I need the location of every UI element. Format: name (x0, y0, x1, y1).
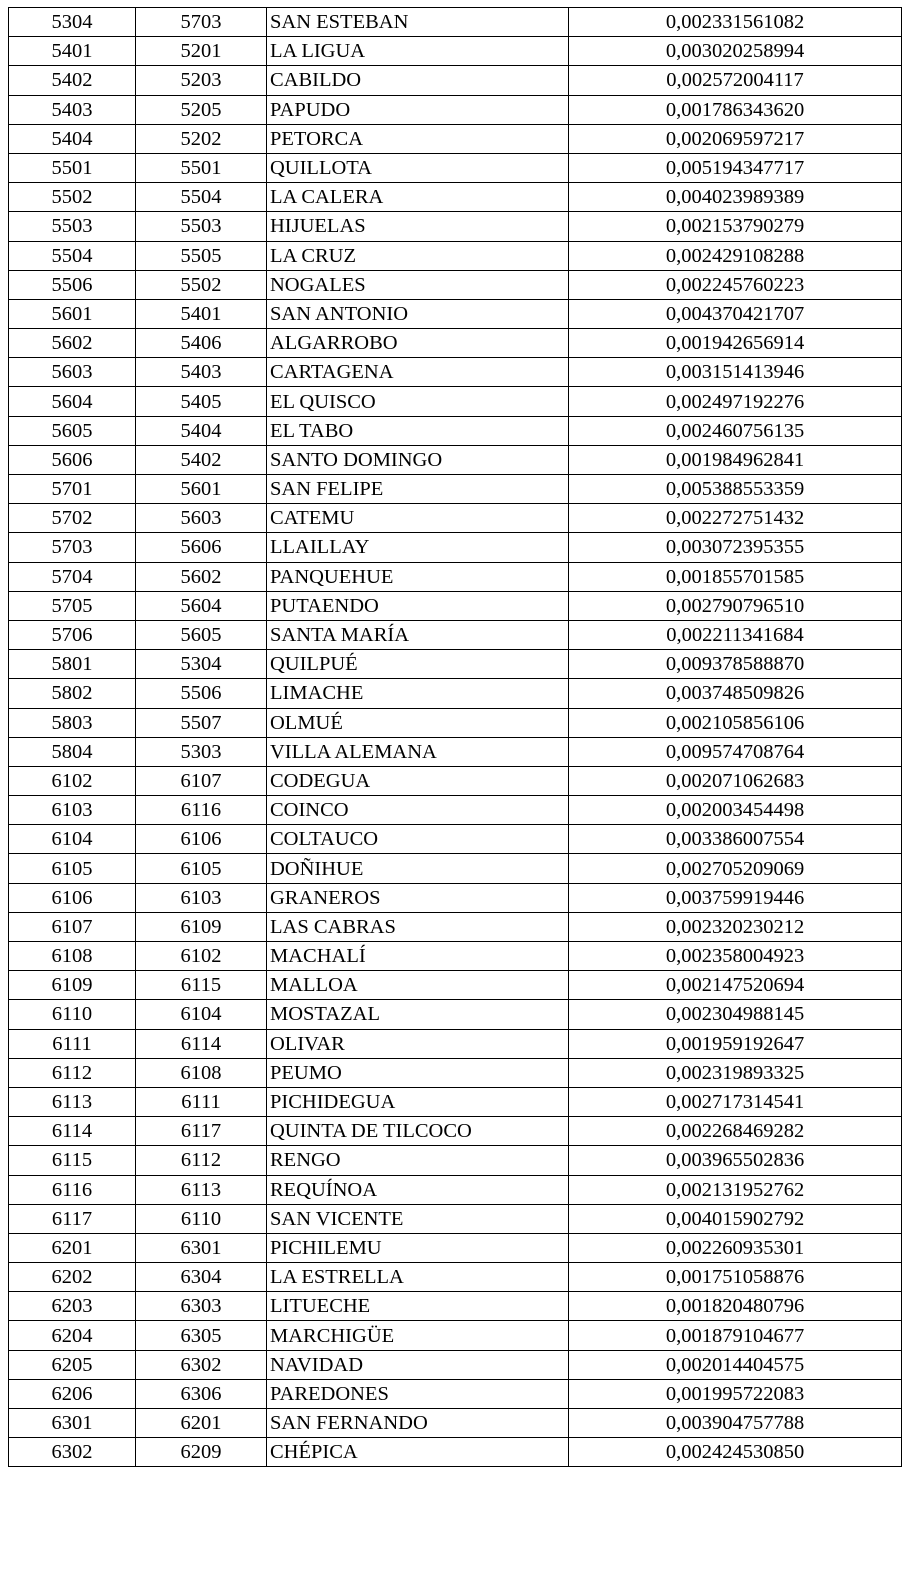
coefficient-cell: 0,002304988145 (569, 1000, 902, 1029)
table-row (9, 1058, 902, 1087)
commune-name-cell: LIMACHE (267, 679, 569, 708)
code-cell: 6113 (9, 1087, 136, 1116)
alt-code-cell: 6106 (136, 825, 267, 854)
code-cell: 6102 (9, 766, 136, 795)
table-row (9, 766, 902, 795)
table-row (9, 95, 902, 124)
alt-code-cell: 5605 (136, 620, 267, 649)
coefficient-cell: 0,009574708764 (569, 737, 902, 766)
table-row (9, 796, 902, 825)
commune-name-cell: QUILLOTA (267, 153, 569, 182)
code-cell: 5602 (9, 329, 136, 358)
coefficient-cell: 0,002069597217 (569, 124, 902, 153)
coefficient-cell: 0,002272751432 (569, 504, 902, 533)
commune-name-cell: EL TABO (267, 416, 569, 445)
commune-name-cell: PAPUDO (267, 95, 569, 124)
commune-name-cell: COINCO (267, 796, 569, 825)
alt-code-cell: 6104 (136, 1000, 267, 1029)
code-cell: 5802 (9, 679, 136, 708)
alt-code-cell: 6110 (136, 1204, 267, 1233)
alt-code-cell: 6115 (136, 971, 267, 1000)
table-row (9, 591, 902, 620)
table-body (9, 8, 902, 1467)
alt-code-cell: 6301 (136, 1233, 267, 1262)
table-row (9, 270, 902, 299)
table-row (9, 912, 902, 941)
coefficient-cell: 0,002320230212 (569, 912, 902, 941)
code-cell: 5704 (9, 562, 136, 591)
table-row (9, 825, 902, 854)
code-cell: 5701 (9, 475, 136, 504)
code-cell: 5703 (9, 533, 136, 562)
commune-name-cell: SANTA MARÍA (267, 620, 569, 649)
code-cell: 6301 (9, 1409, 136, 1438)
coefficient-cell: 0,003748509826 (569, 679, 902, 708)
commune-name-cell: NAVIDAD (267, 1350, 569, 1379)
commune-name-cell: CATEMU (267, 504, 569, 533)
table-row (9, 445, 902, 474)
commune-name-cell: LLAILLAY (267, 533, 569, 562)
commune-name-cell: LITUECHE (267, 1292, 569, 1321)
alt-code-cell: 5201 (136, 37, 267, 66)
coefficient-cell: 0,003965502836 (569, 1146, 902, 1175)
alt-code-cell: 5602 (136, 562, 267, 591)
table-row (9, 1379, 902, 1408)
coefficient-cell: 0,002319893325 (569, 1058, 902, 1087)
commune-name-cell: MALLOA (267, 971, 569, 1000)
table-row (9, 737, 902, 766)
coefficient-cell: 0,003020258994 (569, 37, 902, 66)
coefficient-cell: 0,002705209069 (569, 854, 902, 883)
coefficient-cell: 0,001959192647 (569, 1029, 902, 1058)
table-row (9, 241, 902, 270)
coefficient-cell: 0,002260935301 (569, 1233, 902, 1262)
coefficient-cell: 0,002211341684 (569, 620, 902, 649)
coefficient-cell: 0,005388553359 (569, 475, 902, 504)
alt-code-cell: 5606 (136, 533, 267, 562)
code-cell: 6110 (9, 1000, 136, 1029)
alt-code-cell: 6306 (136, 1379, 267, 1408)
table-row (9, 679, 902, 708)
coefficient-cell: 0,002268469282 (569, 1117, 902, 1146)
table-row (9, 8, 902, 37)
coefficient-cell: 0,002153790279 (569, 212, 902, 241)
table-row (9, 183, 902, 212)
coefficient-cell: 0,003151413946 (569, 358, 902, 387)
alt-code-cell: 6112 (136, 1146, 267, 1175)
commune-name-cell: CODEGUA (267, 766, 569, 795)
coefficient-cell: 0,002790796510 (569, 591, 902, 620)
table-row (9, 1438, 902, 1467)
alt-code-cell: 5404 (136, 416, 267, 445)
alt-code-cell: 6114 (136, 1029, 267, 1058)
table-row (9, 1204, 902, 1233)
table-row (9, 66, 902, 95)
code-cell: 6115 (9, 1146, 136, 1175)
alt-code-cell: 6113 (136, 1175, 267, 1204)
alt-code-cell: 5203 (136, 66, 267, 95)
code-cell: 6109 (9, 971, 136, 1000)
commune-name-cell: PUTAENDO (267, 591, 569, 620)
code-cell: 5601 (9, 299, 136, 328)
alt-code-cell: 5504 (136, 183, 267, 212)
code-cell: 6302 (9, 1438, 136, 1467)
commune-name-cell: SAN FELIPE (267, 475, 569, 504)
alt-code-cell: 6209 (136, 1438, 267, 1467)
code-cell: 6202 (9, 1263, 136, 1292)
coefficient-cell: 0,004015902792 (569, 1204, 902, 1233)
coefficient-cell: 0,002429108288 (569, 241, 902, 270)
code-cell: 5803 (9, 708, 136, 737)
commune-name-cell: PICHIDEGUA (267, 1087, 569, 1116)
commune-name-cell: CARTAGENA (267, 358, 569, 387)
commune-coefficient-table (8, 7, 902, 1467)
code-cell: 5706 (9, 620, 136, 649)
code-cell: 5801 (9, 650, 136, 679)
table-row (9, 1117, 902, 1146)
coefficient-cell: 0,001995722083 (569, 1379, 902, 1408)
alt-code-cell: 6105 (136, 854, 267, 883)
commune-name-cell: SAN FERNANDO (267, 1409, 569, 1438)
alt-code-cell: 6303 (136, 1292, 267, 1321)
commune-name-cell: GRANEROS (267, 883, 569, 912)
code-cell: 6201 (9, 1233, 136, 1262)
code-cell: 5403 (9, 95, 136, 124)
coefficient-cell: 0,002147520694 (569, 971, 902, 1000)
table-row (9, 883, 902, 912)
table-row (9, 1409, 902, 1438)
commune-name-cell: CABILDO (267, 66, 569, 95)
coefficient-cell: 0,002331561082 (569, 8, 902, 37)
commune-name-cell: CHÉPICA (267, 1438, 569, 1467)
alt-code-cell: 6305 (136, 1321, 267, 1350)
alt-code-cell: 6117 (136, 1117, 267, 1146)
table-row (9, 854, 902, 883)
code-cell: 5503 (9, 212, 136, 241)
commune-name-cell: QUILPUÉ (267, 650, 569, 679)
code-cell: 6117 (9, 1204, 136, 1233)
coefficient-cell: 0,002572004117 (569, 66, 902, 95)
table-row (9, 37, 902, 66)
table-row (9, 1292, 902, 1321)
commune-name-cell: MARCHIGÜE (267, 1321, 569, 1350)
coefficient-cell: 0,002460756135 (569, 416, 902, 445)
alt-code-cell: 5303 (136, 737, 267, 766)
code-cell: 6116 (9, 1175, 136, 1204)
code-cell: 6112 (9, 1058, 136, 1087)
code-cell: 5604 (9, 387, 136, 416)
alt-code-cell: 5401 (136, 299, 267, 328)
code-cell: 6105 (9, 854, 136, 883)
code-cell: 5606 (9, 445, 136, 474)
commune-name-cell: COLTAUCO (267, 825, 569, 854)
alt-code-cell: 5507 (136, 708, 267, 737)
coefficient-cell: 0,004023989389 (569, 183, 902, 212)
commune-name-cell: PAREDONES (267, 1379, 569, 1408)
code-cell: 5501 (9, 153, 136, 182)
commune-name-cell: LAS CABRAS (267, 912, 569, 941)
code-cell: 6107 (9, 912, 136, 941)
alt-code-cell: 5503 (136, 212, 267, 241)
alt-code-cell: 6116 (136, 796, 267, 825)
coefficient-cell: 0,002131952762 (569, 1175, 902, 1204)
table-row (9, 329, 902, 358)
commune-name-cell: PICHILEMU (267, 1233, 569, 1262)
alt-code-cell: 5703 (136, 8, 267, 37)
coefficient-cell: 0,001879104677 (569, 1321, 902, 1350)
coefficient-cell: 0,001820480796 (569, 1292, 902, 1321)
code-cell: 5705 (9, 591, 136, 620)
alt-code-cell: 5603 (136, 504, 267, 533)
code-cell: 5404 (9, 124, 136, 153)
alt-code-cell: 5604 (136, 591, 267, 620)
code-cell: 5603 (9, 358, 136, 387)
commune-name-cell: DOÑIHUE (267, 854, 569, 883)
table-row (9, 358, 902, 387)
table-row (9, 1350, 902, 1379)
coefficient-cell: 0,001751058876 (569, 1263, 902, 1292)
table-row (9, 942, 902, 971)
commune-name-cell: LA ESTRELLA (267, 1263, 569, 1292)
code-cell: 6103 (9, 796, 136, 825)
coefficient-cell: 0,002245760223 (569, 270, 902, 299)
coefficient-cell: 0,002014404575 (569, 1350, 902, 1379)
table-row (9, 387, 902, 416)
code-cell: 5804 (9, 737, 136, 766)
code-cell: 6205 (9, 1350, 136, 1379)
commune-name-cell: QUINTA DE TILCOCO (267, 1117, 569, 1146)
commune-name-cell: SAN ESTEBAN (267, 8, 569, 37)
coefficient-cell: 0,001984962841 (569, 445, 902, 474)
commune-name-cell: RENGO (267, 1146, 569, 1175)
table-row (9, 1146, 902, 1175)
coefficient-cell: 0,003072395355 (569, 533, 902, 562)
alt-code-cell: 5406 (136, 329, 267, 358)
coefficient-cell: 0,001855701585 (569, 562, 902, 591)
alt-code-cell: 6304 (136, 1263, 267, 1292)
table-row (9, 416, 902, 445)
code-cell: 6104 (9, 825, 136, 854)
commune-name-cell: LA CRUZ (267, 241, 569, 270)
alt-code-cell: 6111 (136, 1087, 267, 1116)
alt-code-cell: 6109 (136, 912, 267, 941)
coefficient-cell: 0,003904757788 (569, 1409, 902, 1438)
code-cell: 6114 (9, 1117, 136, 1146)
alt-code-cell: 6302 (136, 1350, 267, 1379)
code-cell: 5502 (9, 183, 136, 212)
commune-name-cell: SAN VICENTE (267, 1204, 569, 1233)
coefficient-cell: 0,002071062683 (569, 766, 902, 795)
table-row (9, 124, 902, 153)
commune-name-cell: VILLA ALEMANA (267, 737, 569, 766)
commune-name-cell: OLMUÉ (267, 708, 569, 737)
table-row (9, 1321, 902, 1350)
coefficient-cell: 0,002717314541 (569, 1087, 902, 1116)
coefficient-cell: 0,003759919446 (569, 883, 902, 912)
coefficient-cell: 0,004370421707 (569, 299, 902, 328)
coefficient-cell: 0,003386007554 (569, 825, 902, 854)
table-row (9, 153, 902, 182)
code-cell: 5506 (9, 270, 136, 299)
code-cell: 6111 (9, 1029, 136, 1058)
table-row (9, 971, 902, 1000)
alt-code-cell: 6103 (136, 883, 267, 912)
code-cell: 6206 (9, 1379, 136, 1408)
table-row (9, 1087, 902, 1116)
table-row (9, 504, 902, 533)
commune-name-cell: HIJUELAS (267, 212, 569, 241)
alt-code-cell: 5402 (136, 445, 267, 474)
table-row (9, 475, 902, 504)
commune-name-cell: PETORCA (267, 124, 569, 153)
table-row (9, 708, 902, 737)
code-cell: 5504 (9, 241, 136, 270)
coefficient-cell: 0,005194347717 (569, 153, 902, 182)
coefficient-cell: 0,002105856106 (569, 708, 902, 737)
alt-code-cell: 5501 (136, 153, 267, 182)
table-row (9, 1263, 902, 1292)
coefficient-cell: 0,002424530850 (569, 1438, 902, 1467)
commune-name-cell: PANQUEHUE (267, 562, 569, 591)
code-cell: 6204 (9, 1321, 136, 1350)
alt-code-cell: 5601 (136, 475, 267, 504)
commune-name-cell: ALGARROBO (267, 329, 569, 358)
table-row (9, 650, 902, 679)
coefficient-cell: 0,002358004923 (569, 942, 902, 971)
table-row (9, 212, 902, 241)
alt-code-cell: 5304 (136, 650, 267, 679)
alt-code-cell: 6108 (136, 1058, 267, 1087)
code-cell: 5402 (9, 66, 136, 95)
alt-code-cell: 5506 (136, 679, 267, 708)
commune-name-cell: MOSTAZAL (267, 1000, 569, 1029)
commune-name-cell: LA CALERA (267, 183, 569, 212)
commune-name-cell: SAN ANTONIO (267, 299, 569, 328)
alt-code-cell: 6107 (136, 766, 267, 795)
table-row (9, 562, 902, 591)
alt-code-cell: 5205 (136, 95, 267, 124)
table-row (9, 1000, 902, 1029)
table-row (9, 1233, 902, 1262)
code-cell: 5401 (9, 37, 136, 66)
commune-name-cell: NOGALES (267, 270, 569, 299)
table-row (9, 299, 902, 328)
alt-code-cell: 5405 (136, 387, 267, 416)
code-cell: 6203 (9, 1292, 136, 1321)
commune-name-cell: LA LIGUA (267, 37, 569, 66)
alt-code-cell: 6201 (136, 1409, 267, 1438)
coefficient-cell: 0,009378588870 (569, 650, 902, 679)
commune-name-cell: SANTO DOMINGO (267, 445, 569, 474)
commune-name-cell: EL QUISCO (267, 387, 569, 416)
alt-code-cell: 5403 (136, 358, 267, 387)
coefficient-cell: 0,001786343620 (569, 95, 902, 124)
code-cell: 5605 (9, 416, 136, 445)
table-row (9, 1175, 902, 1204)
alt-code-cell: 6102 (136, 942, 267, 971)
alt-code-cell: 5502 (136, 270, 267, 299)
commune-name-cell: OLIVAR (267, 1029, 569, 1058)
coefficient-cell: 0,002497192276 (569, 387, 902, 416)
alt-code-cell: 5505 (136, 241, 267, 270)
table-row (9, 1029, 902, 1058)
code-cell: 6106 (9, 883, 136, 912)
coefficient-cell: 0,002003454498 (569, 796, 902, 825)
coefficient-cell: 0,001942656914 (569, 329, 902, 358)
code-cell: 5702 (9, 504, 136, 533)
commune-name-cell: PEUMO (267, 1058, 569, 1087)
table-row (9, 620, 902, 649)
code-cell: 6108 (9, 942, 136, 971)
alt-code-cell: 5202 (136, 124, 267, 153)
code-cell: 5304 (9, 8, 136, 37)
commune-name-cell: MACHALÍ (267, 942, 569, 971)
commune-name-cell: REQUÍNOA (267, 1175, 569, 1204)
table-row (9, 533, 902, 562)
